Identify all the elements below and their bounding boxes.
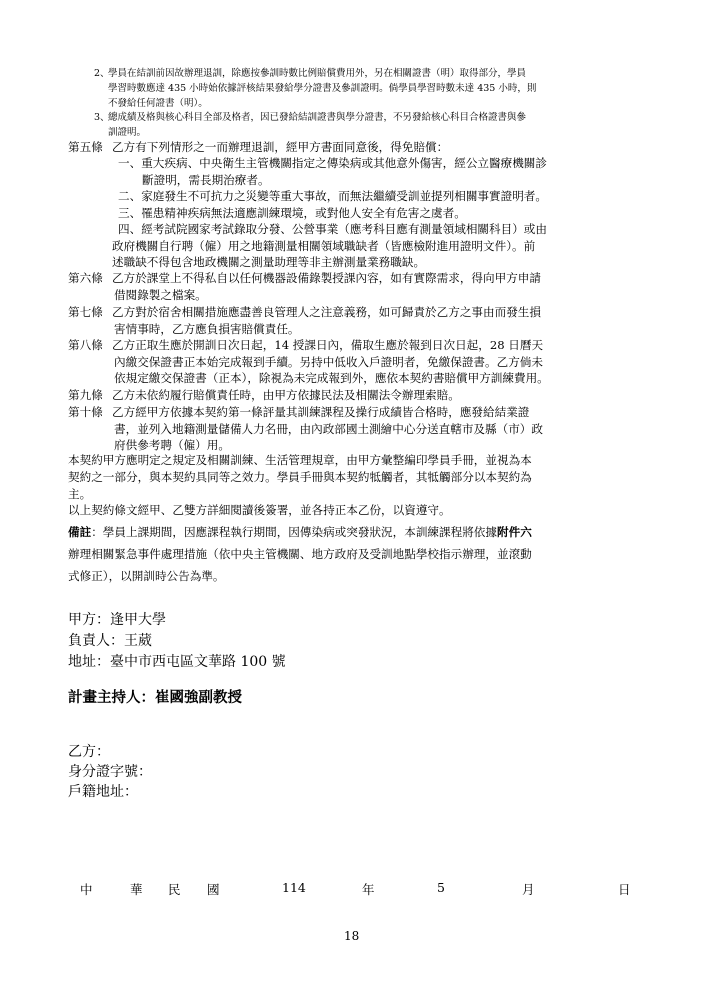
date-char: 中 <box>80 882 93 897</box>
article-9 <box>68 387 460 404</box>
item-number: 3、 <box>94 112 110 123</box>
party-a-representative: 負責人：王葳 <box>68 633 152 649</box>
item-number: 2、 <box>94 68 110 79</box>
note-line: 式修正），以開訓時公告為準。 <box>68 569 225 583</box>
article-label: 第七條 <box>68 305 103 319</box>
article-8 <box>68 337 549 387</box>
sub-line: 述職缺不得包含地政機關之測量助理等非主辦測量業務職缺。 <box>112 255 426 269</box>
sub-line: 政府機關自行聘（僱）用之地籍測量相關領域職缺者（皆應檢附進用證明文件）。前 <box>112 238 536 253</box>
date-month: 5 <box>437 880 445 895</box>
date-char: 華 <box>130 882 143 897</box>
note-paragraph <box>68 521 532 587</box>
date-char: 月 <box>522 882 535 897</box>
closing-line: 以上契約條文經甲、乙雙方詳細閱讀後簽署，並各持正本乙份，以資遵守。 <box>68 503 451 518</box>
party-b-block <box>68 742 152 802</box>
article-line: 依規定繳交保證書（正本），除視為未完成報到外，應依本契約書賠償甲方訓練費用。 <box>114 371 549 385</box>
date-year: 114 <box>282 880 306 895</box>
article-line: 乙方於課堂上不得私自以任何機器設備錄製授課內容，如有實際需求，得向甲方申請 <box>112 271 541 285</box>
party-b-address-label: 戶籍地址： <box>68 784 138 800</box>
party-b-label: 乙方： <box>68 744 110 760</box>
article-label: 第九條 <box>68 388 103 402</box>
article-5-item-2 <box>118 188 547 205</box>
sub-line: 三、罹患精神疾病無法適應訓練環境，或對他人安全有危害之虞者。 <box>118 206 466 220</box>
note-text: ：學員上課期間，因應課程執行期間，因傳染病或突發狀況，本訓練課程將依據 <box>91 525 497 539</box>
note-attachment-ref: 附件六 <box>497 525 532 539</box>
item-line: 學員在結訓前因故辦理退訓，除應按參訓時數比例賠償費用外，另在相關證書（明）取得部分，學員 <box>108 68 527 79</box>
article-label: 第六條 <box>68 271 103 285</box>
page-number: 18 <box>344 929 360 943</box>
sub-line: 斷證明，需長期治療者。 <box>142 172 270 187</box>
closing-line: 契約之一部分，與本契約具同等之效力。學員手冊與本契約牴觸者，其牴觸部分以本契約為 <box>68 469 532 484</box>
article-line: 借閱錄製之檔案。 <box>114 287 207 302</box>
closing-line: 本契約甲方應明定之規定及相關訓練、生活管理規章，由甲方彙整編印學員手冊，並視為本 <box>68 453 532 467</box>
article-5-item-3 <box>118 205 466 222</box>
article-line: 府供參考聘（僱）用。 <box>114 438 230 452</box>
article-line: 乙方正取生應於開訓日次日起，14 授課日內，備取生應於報到日次日起，28 日曆天 <box>112 338 544 352</box>
article-10 <box>68 404 543 454</box>
article-line: 乙方有下列情形之一而辦理退訓，經甲方書面同意後，得免賠償： <box>112 140 449 154</box>
article-label: 第十條 <box>68 405 103 419</box>
item-line: 訓證明。 <box>108 127 147 138</box>
article-line: 書，並列入地籍測量儲備人力名冊，由內政部國土測繪中心分送直轄市及縣（市）政 <box>114 421 543 436</box>
party-a-address: 地址：臺中市西屯區文華路 100 號 <box>68 654 286 670</box>
article-label: 第五條 <box>68 140 103 154</box>
date-char: 日 <box>618 882 631 897</box>
project-host: 計畫主持人：崔國強副教授 <box>68 690 242 706</box>
article-line: 乙方未依約履行賠償責任時，由甲方依據民法及相關法令辦理索賠。 <box>112 388 460 402</box>
article-6 <box>68 270 541 303</box>
article-line: 乙方對於宿舍相關措施應盡善良管理人之注意義務，如可歸責於乙方之事由而發生損 <box>112 305 541 319</box>
date-char: 國 <box>207 882 220 897</box>
signing-date <box>0 880 707 898</box>
closing-paragraph <box>68 452 532 519</box>
item-line: 學習時數應達 435 小時始依據評核結果發給學分證書及參訓證明。倘學員學習時數未達 435 小時，則 <box>108 83 537 94</box>
date-char: 民 <box>168 882 181 897</box>
sub-line: 二、家庭發生不可抗力之災變等重大事故，而無法繼續受訓並提列相關事實證明者。 <box>118 189 547 203</box>
article-5 <box>68 139 448 156</box>
article-line: 內繳交保證書正本始完成報到手續。另持中低收入戶證明者，免繳保證書。乙方倘未 <box>114 354 543 369</box>
item-line: 總成績及格與核心科目全部及格者，因已發給結訓證書與學分證書，不另發給核心科目合格證書與參 <box>108 112 527 123</box>
date-char: 年 <box>362 882 375 897</box>
party-a-name: 甲方：逢甲大學 <box>68 612 166 628</box>
sub-line: 四、經考試院國家考試錄取分發、公營事業（應考科目應有測量領域相關科目）或由 <box>118 222 547 236</box>
article-5-item-4 <box>112 221 547 271</box>
note-line: 辦理相關緊急事件處理措施（依中央主管機關、地方政府及受訓地點學校指示辦理，並滾動 <box>68 547 532 561</box>
party-a-block <box>68 610 286 673</box>
closing-line: 主。 <box>68 486 92 501</box>
article-label: 第八條 <box>68 338 103 352</box>
party-b-id-label: 身分證字號： <box>68 764 152 780</box>
article-line: 乙方經甲方依據本契約第一條評量其訓練課程及操行成績皆合格時，應發給結業證 <box>112 405 530 419</box>
article-7 <box>68 304 541 337</box>
article-5-item-1 <box>118 155 547 188</box>
item-line: 不發給任何證書（明）。 <box>108 98 208 109</box>
note-label: 備註 <box>68 525 92 539</box>
sub-line: 一、重大疾病、中央衛生主管機關指定之傳染病或其他意外傷害，經公立醫療機關診 <box>118 156 547 170</box>
article-line: 害情事時，乙方應負損害賠償責任。 <box>114 321 300 336</box>
